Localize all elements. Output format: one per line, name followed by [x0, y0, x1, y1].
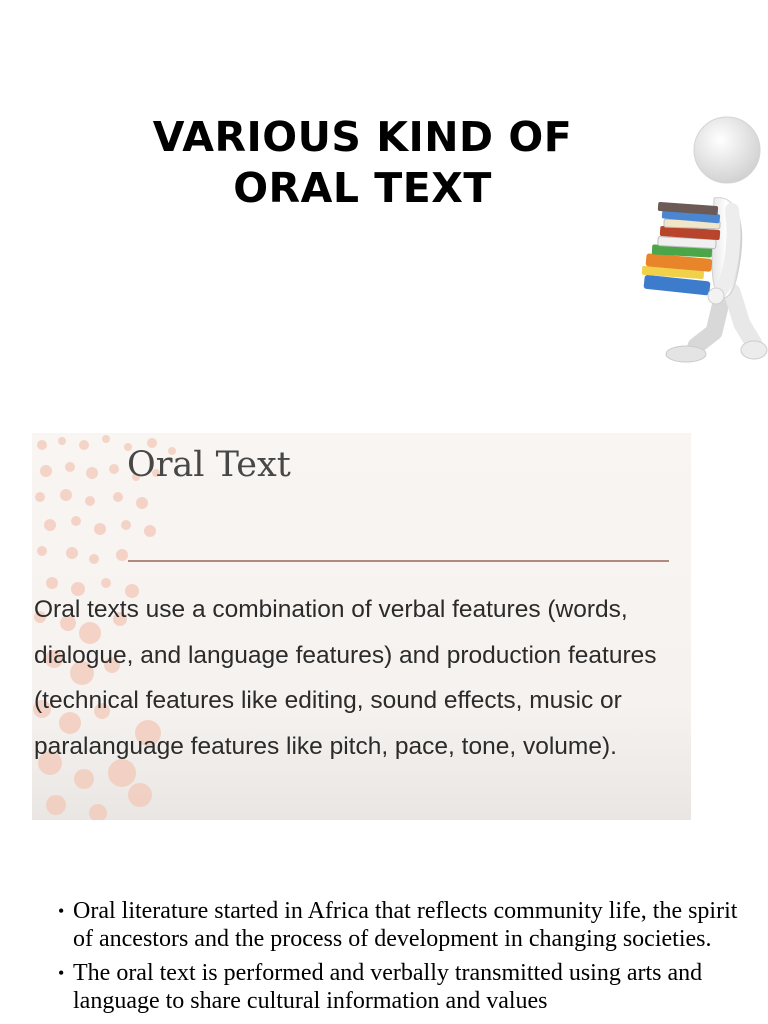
bullet-item	[58, 959, 748, 1015]
slide-body-text: Oral texts use a combination of verbal features (words, dialogue, and language features) and production features (technical features like editing, sound effects, music or paralanguage features like pitch, pace, tone, volume).	[34, 596, 657, 760]
bullet-text: The oral text is performed and verbally transmitted using arts and language to share cultural information and values	[73, 960, 703, 1014]
bullet-marker: •	[58, 901, 65, 921]
bullet-item	[58, 897, 748, 953]
bullet-marker: •	[58, 963, 65, 983]
page-title	[100, 112, 625, 214]
title-line-2: ORAL TEXT	[233, 164, 492, 212]
slide-divider	[128, 560, 669, 562]
stick-figure-carrying-books-icon	[636, 110, 768, 372]
slide-heading: Oral Text	[127, 445, 291, 485]
bullet-list	[58, 897, 748, 1021]
title-line-1: VARIOUS KIND OF	[152, 113, 573, 161]
bullet-text: Oral literature started in Africa that reflects community life, the spirit of ancestors and the process of development in changing societies.	[73, 898, 738, 952]
embedded-slide-image	[32, 433, 691, 820]
